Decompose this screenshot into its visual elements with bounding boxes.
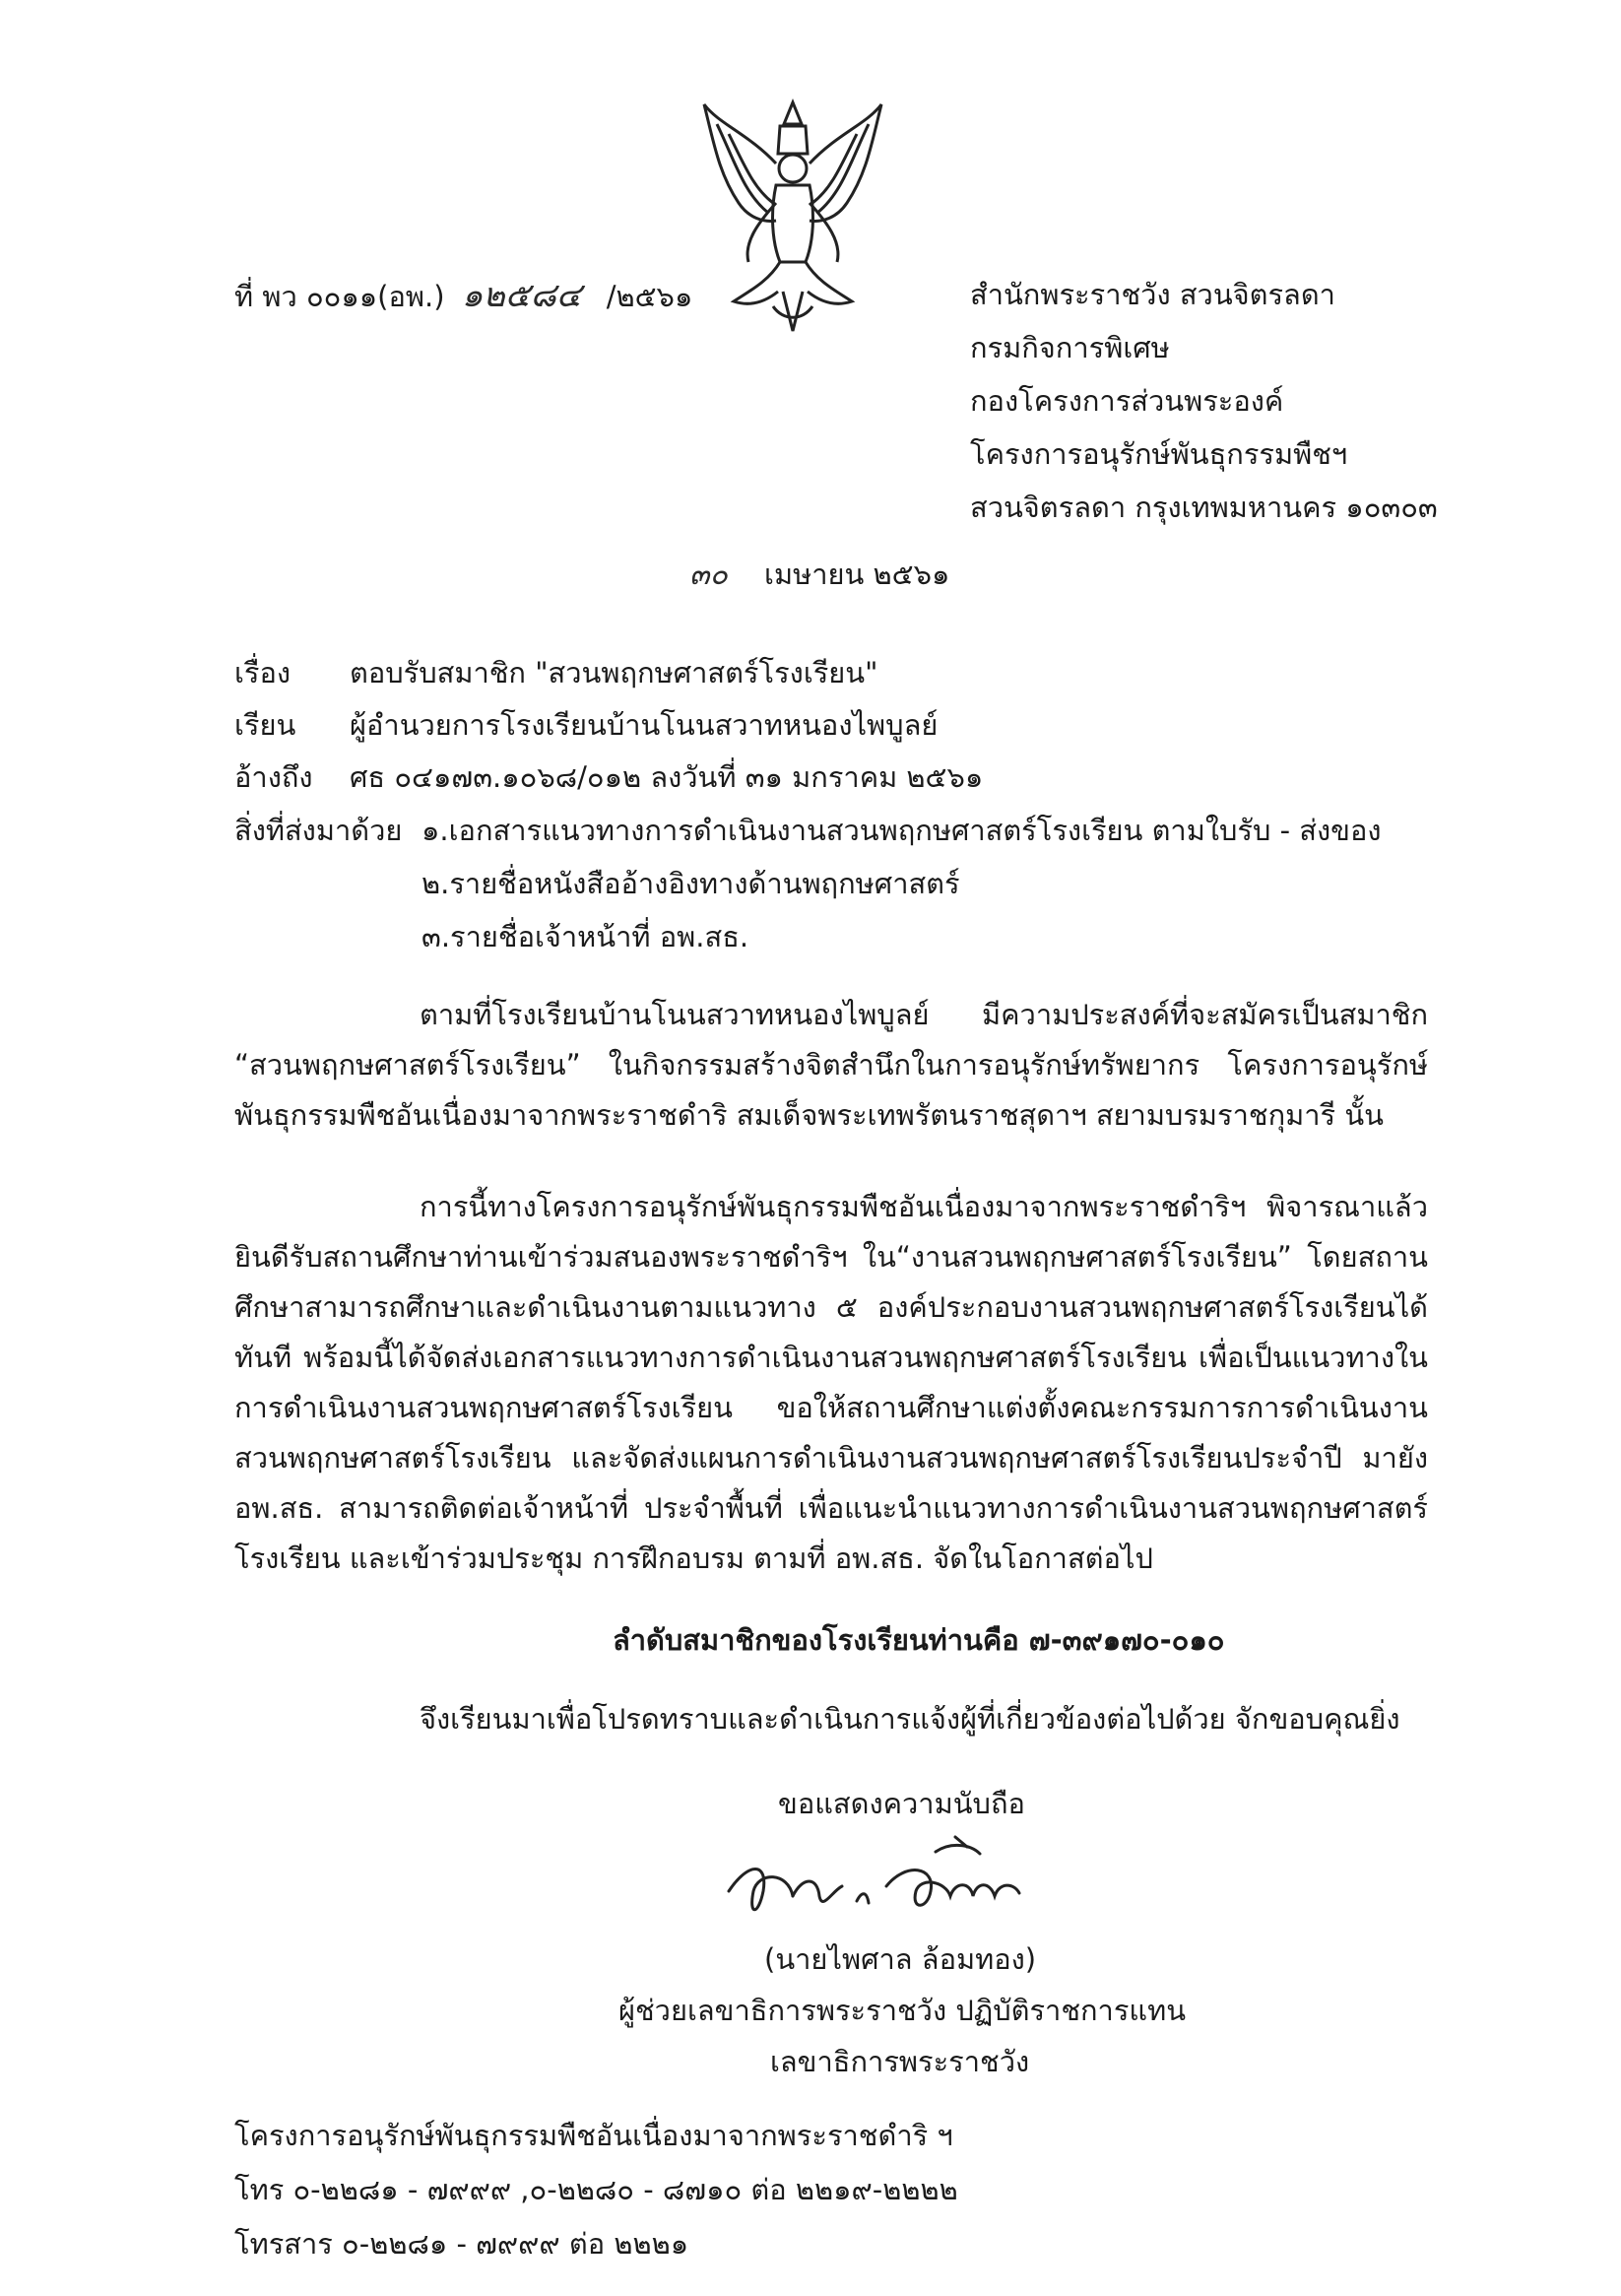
ref-prefix: ที่ พว ๐๐๑๑(อพ.) — [234, 280, 445, 313]
office-address — [970, 268, 1438, 534]
office-line: โครงการอนุรักษ์พันธุกรรมพืชฯ — [970, 437, 1348, 471]
handwritten-signature — [709, 1832, 1044, 1947]
office-line: สำนักพระราชวัง สวนจิตรลดา — [970, 278, 1335, 311]
footer-project: โครงการอนุรักษ์พันธุกรรมพืชอันเนื่องมาจากพระราชดำริ ฯ — [234, 2119, 953, 2152]
subject-label: เรื่อง — [234, 656, 292, 689]
reference-label: อ้างถึง — [234, 760, 313, 794]
date-month-year: เมษายน ๒๕๖๑ — [764, 558, 950, 591]
reference-value: ศธ ๐๔๑๗๓.๑๐๖๘/๐๑๒ ลงวันที่ ๓๑ มกราคม ๒๕๖๑ — [350, 760, 984, 794]
reference-number — [234, 268, 692, 321]
ref-number-handwritten: ๑๒๕๘๔ — [461, 276, 582, 315]
body-paragraph-2: การนี้ทางโครงการอนุรักษ์พันธุกรรมพืชอันเนื่องมาจากพระราชดำริฯ พิจารณาแล้ว ยินดีรับสถานศึกษาท่านเข้าร่วมสนองพระราชดำริฯ ใน“งานสวนพฤกษศาสตร์โรงเรียน” โดยสถานศึกษาสามารถศึกษาและดำเนินงานตามแนวทาง ๕ องค์ประกอบงานสวนพฤกษศาสตร์โรงเรียนได้ทันที พร้อมนี้ได้จัดส่งเอกสารแนวทางการดำเนินงานสวนพฤกษศาสตร์โรงเรียน เพื่อเป็นแนวทางในการดำเนินงานสวนพฤกษศาสตร์โรงเรียน ขอให้สถานศึกษาแต่งตั้งคณะกรรมการการดำเนินงานสวนพฤกษศาสตร์โรงเรียน และจัดส่งแผนการดำเนินงานสวนพฤกษศาสตร์โรงเรียนประจำปี มายัง อพ.สธ. สามารถติดต่อเจ้าหน้าที่ ประจำพื้นที่ เพื่อแนะนำแนวทางการดำเนินงานสวนพฤกษศาสตร์โรงเรียน และเข้าร่วมประชุม การฝึกอบรม ตามที่ อพ.สธ. จัดในโอกาสต่อไป — [234, 1190, 1428, 1575]
closing-line: จึงเรียนมาเพื่อโปรดทราบและดำเนินการแจ้งผู้ที่เกี่ยวข้องต่อไปด้วย จักขอบคุณยิ่ง — [420, 1702, 1400, 1736]
to-value: ผู้อำนวยการโรงเรียนบ้านโนนสวาทหนองไพบูลย์ — [350, 708, 939, 742]
signatory-title-2: เลขาธิการพระราชวัง — [770, 2045, 1030, 2078]
to-label: เรียน — [234, 708, 296, 742]
garuda-emblem — [689, 95, 896, 339]
office-line: กองโครงการส่วนพระองค์ — [970, 384, 1284, 418]
footer-phone: โทร ๐-๒๒๘๑ - ๗๙๙๙ ,๐-๒๒๘๐ - ๘๗๑๐ ต่อ ๒๒๑๙-๒๒๒๒ — [234, 2173, 958, 2206]
footer-fax: โทรสาร ๐-๒๒๘๑ - ๗๙๙๙ ต่อ ๒๒๒๑ — [234, 2227, 689, 2261]
subject-value: ตอบรับสมาชิก "สวนพฤกษศาสตร์โรงเรียน" — [350, 656, 878, 689]
body-paragraph-1: ตามที่โรงเรียนบ้านโนนสวาทหนองไพบูลย์ มีความประสงค์ที่จะสมัครเป็นสมาชิก “สวนพฤกษศาสตร์โรงเรียน” ในกิจกรรมสร้างจิตสำนึกในการอนุรักษ์ทรัพยากร โครงการอนุรักษ์พันธุกรรมพืชอันเนื่องมาจากพระราชดำริ สมเด็จพระเทพรัตนราชสุดาฯ สยามบรมราชกุมารี นั้น — [234, 998, 1428, 1132]
signatory-name: (นายไพศาล ล้อมทอง) — [764, 1942, 1037, 1976]
member-number-line: ลำดับสมาชิกของโรงเรียนท่านคือ ๗-๓๙๑๗๐-๐๑๐ — [613, 1623, 1225, 1657]
office-line: กรมกิจการพิเศษ — [970, 331, 1170, 364]
enclosure-item: ๑.เอกสารแนวทางการดำเนินงานสวนพฤกษศาสตร์โรงเรียน ตามใบรับ - ส่งของ — [421, 814, 1382, 847]
letter-date — [689, 552, 949, 598]
salutation: ขอแสดงความนับถือ — [778, 1787, 1025, 1820]
date-day-handwritten: ๓๐ — [689, 558, 728, 592]
enclosure-item: ๒.รายชื่อหนังสืออ้างอิงทางด้านพฤกษศาสตร์ — [421, 867, 960, 900]
enclosures-label: สิ่งที่ส่งมาด้วย — [234, 814, 403, 847]
ref-suffix: /๒๕๖๑ — [606, 280, 693, 313]
office-line: สวนจิตรลดา กรุงเทพมหานคร ๑๐๓๐๓ — [970, 491, 1438, 524]
enclosure-item: ๓.รายชื่อเจ้าหน้าที่ อพ.สธ. — [421, 920, 749, 953]
signatory-title-1: ผู้ช่วยเลขาธิการพระราชวัง ปฏิบัติราชการแทน — [618, 1994, 1187, 2027]
